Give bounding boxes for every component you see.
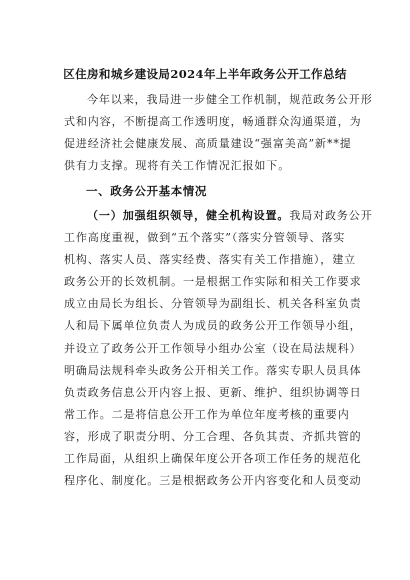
section-heading: 一、政务公开基本情况 [86,184,207,198]
section1-line: 成立由局长为组长、分管领导为副组长、机关各科室负责 [64,297,362,311]
section1-first-line-rest: 我局对政务公开 [289,209,373,222]
intro-paragraph [64,89,373,177]
intro-line: 促进经济社会健康发展、高质量建设“强富美高”新**提 [64,137,352,151]
section1-first-line [64,205,373,227]
section1-line: 人和局下属单位负责人为成员的政务公开工作领导小组， [64,319,362,333]
section1-line: 工作局面，从组织上确保年度公开各项工作任务的规范化 [64,452,362,466]
section1-line: 并设立了政务公开工作领导小组办公室（设在局法规科） [64,341,362,355]
document-title: 区住房和城乡建设局2024年上半年政务公开工作总结 [63,67,347,81]
section1-line: 政务公开的长效机制。一是根据工作实际和相关工作要求 [64,275,362,289]
section1-line: 机构、落实人员、落实经费、落实有关工作措施），建立 [64,253,356,267]
section1-line: 工作高度重视，做到“五个落实”（落实分管领导、落实 [64,231,346,245]
section1-lead: （一）加强组织领导，健全机构设置。 [87,209,290,222]
section1-paragraph [64,205,373,492]
section1-line: 负责政务信息公开内容上报、更新、维护、组织协调等日 [64,385,362,399]
section1-line: 容，形成了职责分明、分工合理、各负其责、齐抓共管的 [64,429,362,443]
intro-line: 供有力支撑。现将有关工作情况汇报如下。 [64,159,291,173]
section1-line: 常工作。二是将信息公开工作为单位年度考核的重要内 [64,407,350,421]
section1-line: 明确局法规科牵头政务公开相关工作。落实专职人员具体 [64,363,362,377]
intro-line: 式和内容，不断提高工作透明度，畅通群众沟通渠道，为 [64,115,362,129]
intro-line: 今年以来，我局进一步健全工作机制，规范政务公开形 [87,93,373,106]
section1-line: 程序化、制度化。三是根据政务公开内容变化和人员变动 [64,474,362,488]
